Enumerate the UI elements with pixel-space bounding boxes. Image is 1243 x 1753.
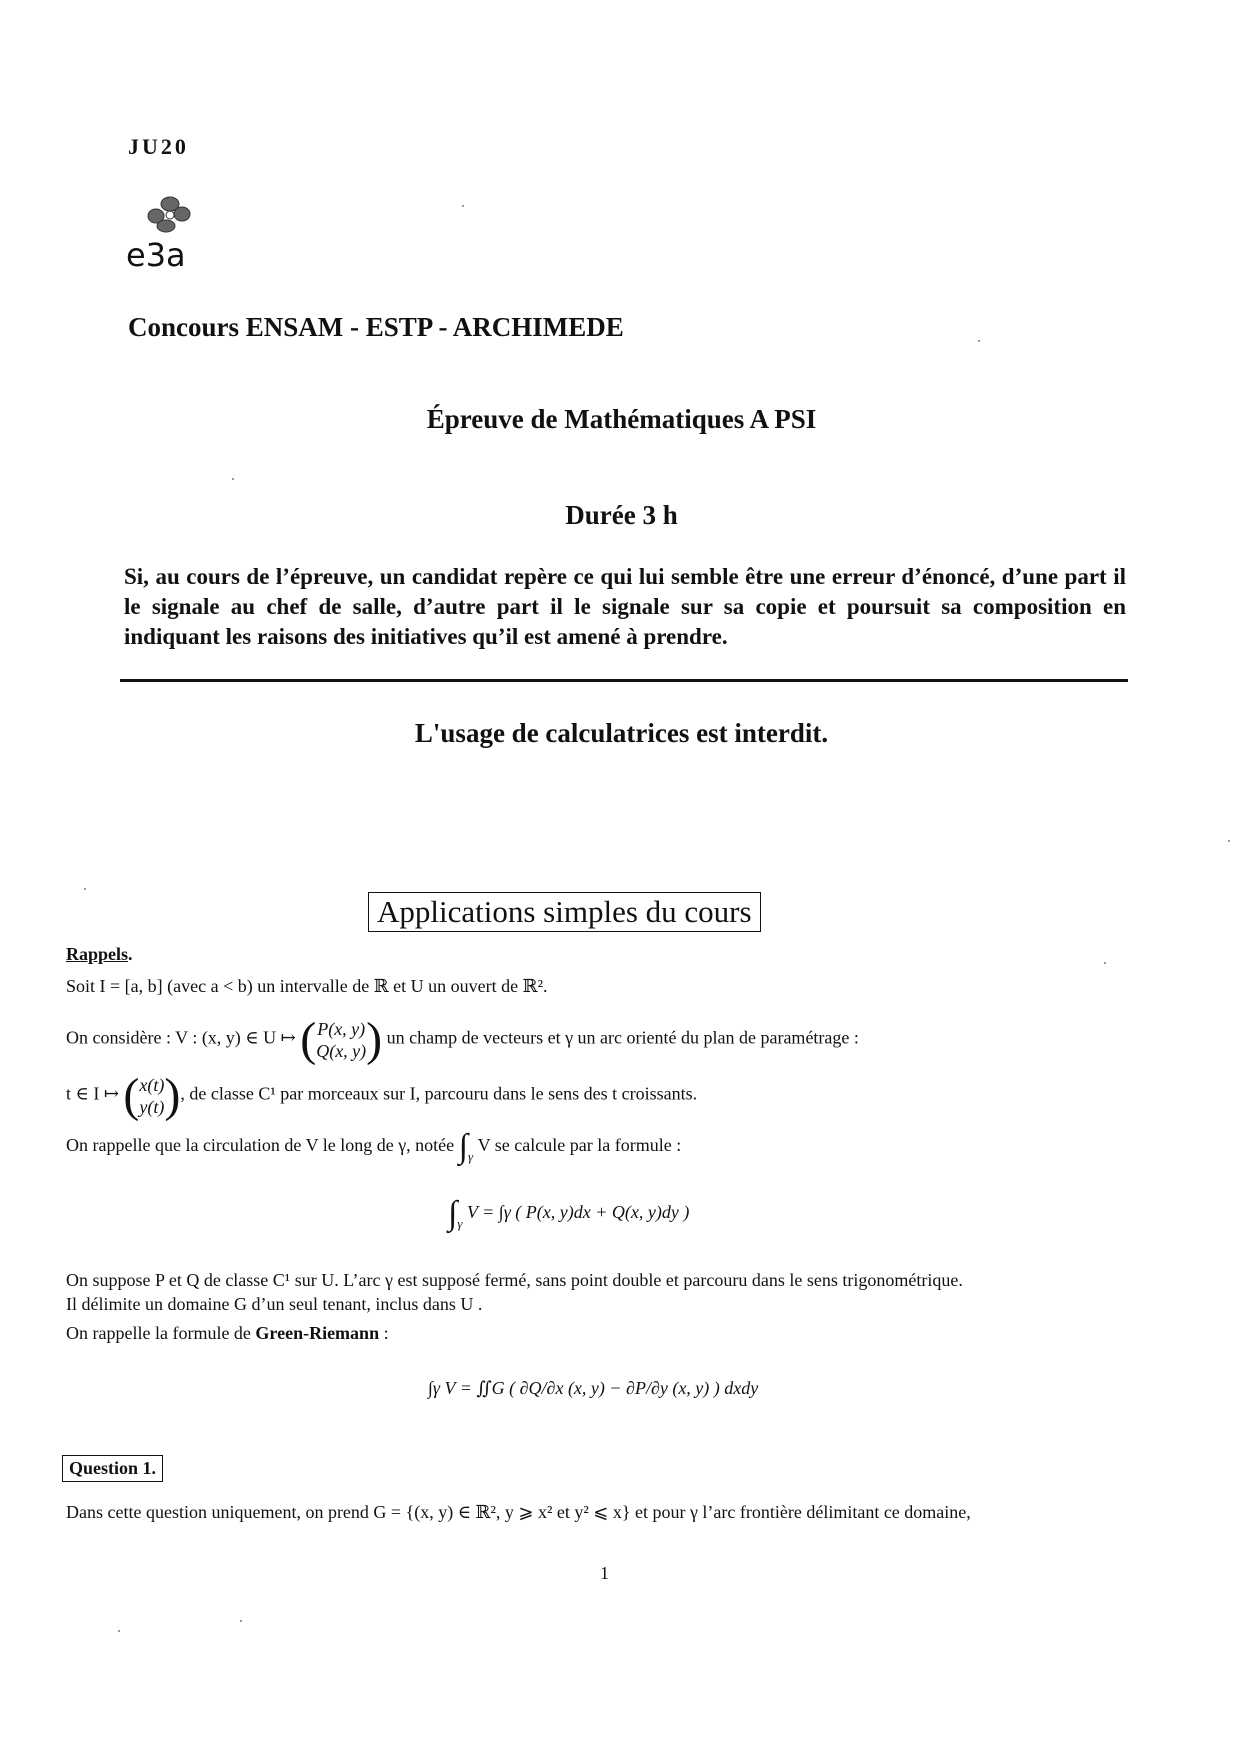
exam-code: JU20 (128, 134, 189, 159)
scan-speck (240, 1620, 242, 1622)
duree: Durée 3 h (565, 500, 678, 530)
rappel-line-7: On rappelle la formule de Green-Riemann : (66, 1323, 389, 1343)
e3a-logo (126, 186, 236, 286)
question-text: Dans cette question uniquement, on prend G = {(x, y) ∈ ℝ², y ⩾ x² et y² ⩽ x} et pour γ l’arc frontière délimitant ce domaine, (66, 1502, 971, 1522)
scan-speck (1228, 840, 1230, 842)
scan-speck (118, 1630, 120, 1632)
scan-speck (1104, 962, 1106, 964)
section-title: Applications simples du cours (368, 892, 761, 932)
rappel-line-6: Il délimite un domaine G d’un seul tenant, inclus dans U . (66, 1294, 483, 1314)
question-label: Question 1. (62, 1455, 163, 1482)
warning-paragraph: Si, au cours de l’épreuve, un candidat repère ce qui lui semble être une erreur d’énoncé, d’une part il le signale au chef de salle, d’autre part il le signale sur sa copie et poursuit sa composition en indiquant les raisons des initiatives qu’il est amené à prendre. (124, 564, 1126, 649)
scan-speck (978, 340, 980, 342)
scan-speck (462, 205, 464, 207)
circulation-formula: $\int_\gamma$ V = ∫γ ( P(x, y)dx + Q(x, y)dy ) (448, 1195, 690, 1232)
e3a-logo-graphic (126, 186, 236, 286)
green-riemann-formula: ∫γ V = ∬G ( ∂Q/∂x (x, y) − ∂P/∂y (x, y) ) dxdy (428, 1378, 759, 1398)
rappel-line-4: On rappelle que la circulation de V le long de γ, notée $\int_\gamma$ V se calcule par la formule : (66, 1128, 682, 1165)
rappel-line-1: Soit I = [a, b] (avec a < b) un intervalle de ℝ et U un ouvert de ℝ². (66, 976, 548, 996)
parametrization: x(t) y(t) (139, 1074, 165, 1117)
separator-rule (120, 679, 1128, 682)
scan-speck (232, 478, 234, 480)
calculator-notice: L'usage de calculatrices est interdit. (414, 718, 829, 748)
page-number: 1 (600, 1563, 609, 1583)
rappel-line-2: On considère : V : (x, y) ∈ U ↦ (P(x, y) Q(x, y)) un champ de vecteurs et γ un arc orienté du plan de paramétrage : (66, 1013, 859, 1066)
rappel-line-5: On suppose P et Q de classe C¹ sur U. L’arc γ est supposé fermé, sans point double et parcouru dans le sens trigonométrique. (66, 1270, 963, 1290)
rappel-line-3: t ∈ I ↦ (x(t) y(t)), de classe C¹ par morceaux sur I, parcouru dans le sens des t croissants. (66, 1069, 698, 1122)
scan-speck (84, 888, 86, 890)
svg-text:e3a: e3a (126, 236, 186, 274)
epreuve-title: Épreuve de Mathématiques A PSI (426, 404, 817, 434)
rappels-heading: Rappels. (66, 944, 133, 964)
vector-field: P(x, y) Q(x, y) (316, 1018, 367, 1061)
concours-title: Concours ENSAM - ESTP - ARCHIMEDE (128, 312, 624, 342)
